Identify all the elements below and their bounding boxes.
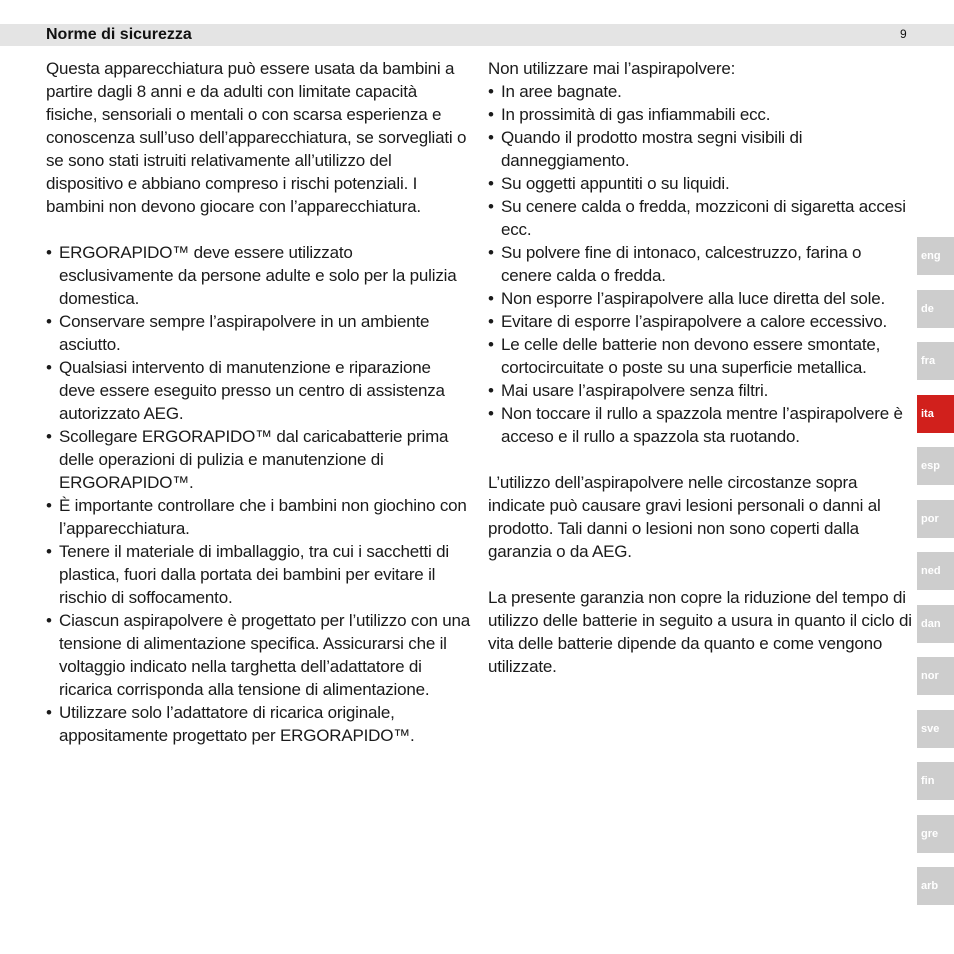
list-item: • Conservare sempre l’aspirapolvere in un ambiente asciutto.: [46, 310, 470, 356]
lang-tab-fra[interactable]: fra: [917, 342, 954, 380]
list-item: • È importante controllare che i bambini non giochino con l’apparecchiatura.: [46, 494, 470, 540]
list-item: • In aree bagnate.: [488, 80, 913, 103]
language-tabs: [917, 237, 954, 920]
list-intro: Non utilizzare mai l’aspirapolvere:: [488, 59, 736, 78]
lang-tab-nor[interactable]: nor: [917, 657, 954, 695]
warning-paragraph: L’utilizzo dell’aspirapolvere nelle circostanze sopra indicate può causare gravi lesioni personali o danni al prodotto. Tali danni o lesioni non sono coperti dalla garanzia o da AEG.: [488, 473, 881, 561]
page-number: 9: [900, 27, 907, 41]
lang-tab-ned[interactable]: ned: [917, 552, 954, 590]
lang-tab-por[interactable]: por: [917, 500, 954, 538]
list-item: • Utilizzare solo l’adattatore di ricarica originale, appositamente progettato per ERGORAPIDO™.: [46, 701, 470, 747]
list-item: • Scollegare ERGORAPIDO™ dal caricabatterie prima delle operazioni di pulizia e manutenzione di ERGORAPIDO™.: [46, 425, 470, 494]
right-column: [488, 57, 913, 678]
lang-tab-esp[interactable]: esp: [917, 447, 954, 485]
list-item: • Le celle delle batterie non devono essere smontate, cortocircuitate o poste su una superficie metallica.: [488, 333, 913, 379]
lang-tab-sve[interactable]: sve: [917, 710, 954, 748]
list-item: • Qualsiasi intervento di manutenzione e riparazione deve essere eseguito presso un centro di assistenza autorizzato AEG.: [46, 356, 470, 425]
list-item: • Mai usare l’aspirapolvere senza filtri.: [488, 379, 913, 402]
lang-tab-ita[interactable]: ita: [917, 395, 954, 433]
list-item: • Evitare di esporre l’aspirapolvere a calore eccessivo.: [488, 310, 913, 333]
list-item: • Su cenere calda o fredda, mozziconi di sigaretta accesi ecc.: [488, 195, 913, 241]
lang-tab-de[interactable]: de: [917, 290, 954, 328]
lang-tab-fin[interactable]: fin: [917, 762, 954, 800]
lang-tab-gre[interactable]: gre: [917, 815, 954, 853]
list-item: • Non toccare il rullo a spazzola mentre l’aspirapolvere è acceso e il rullo a spazzola sta ruotando.: [488, 402, 913, 448]
list-item: • Su oggetti appuntiti o su liquidi.: [488, 172, 913, 195]
list-item: • Quando il prodotto mostra segni visibili di danneggiamento.: [488, 126, 913, 172]
warranty-paragraph: La presente garanzia non copre la riduzione del tempo di utilizzo delle batterie in seguito a usura in quanto il ciclo di vita delle batterie dipende da quanto e come vengono utilizzate.: [488, 588, 912, 676]
lang-tab-dan[interactable]: dan: [917, 605, 954, 643]
lang-tab-arb[interactable]: arb: [917, 867, 954, 905]
list-item: • Ciascun aspirapolvere è progettato per l’utilizzo con una tensione di alimentazione specifica. Assicurarsi che il voltaggio indicato nella targhetta dell’adattatore di ricarica corrisponda alla tensione di alimentazione.: [46, 609, 470, 701]
list-item: • Su polvere fine di intonaco, calcestruzzo, farina o cenere calda o fredda.: [488, 241, 913, 287]
right-bullet-list: [488, 80, 913, 448]
list-item: • ERGORAPIDO™ deve essere utilizzato esclusivamente da persone adulte e solo per la pulizia domestica.: [46, 241, 470, 310]
section-title: Norme di sicurezza: [46, 26, 192, 43]
list-item: • Non esporre l’aspirapolvere alla luce diretta del sole.: [488, 287, 913, 310]
intro-paragraph: Questa apparecchiatura può essere usata da bambini a partire dagli 8 anni e da adulti con limitate capacità fisiche, sensoriali o mentali o con scarsa esperienza e conoscenza sull’uso dell’apparecchiatura, se sorvegliati o se sono stati istruiti relativamente all’utilizzo del dispositivo e abbiano compreso i rischi potenziali. I bambini non devono giocare con l’apparecchiatura.: [46, 59, 467, 216]
lang-tab-eng[interactable]: eng: [917, 237, 954, 275]
left-column: [46, 57, 470, 747]
list-item: • Tenere il materiale di imballaggio, tra cui i sacchetti di plastica, fuori dalla portata dei bambini per evitare il rischio di soffocamento.: [46, 540, 470, 609]
left-bullet-list: [46, 241, 470, 747]
list-item: • In prossimità di gas infiammabili ecc.: [488, 103, 913, 126]
